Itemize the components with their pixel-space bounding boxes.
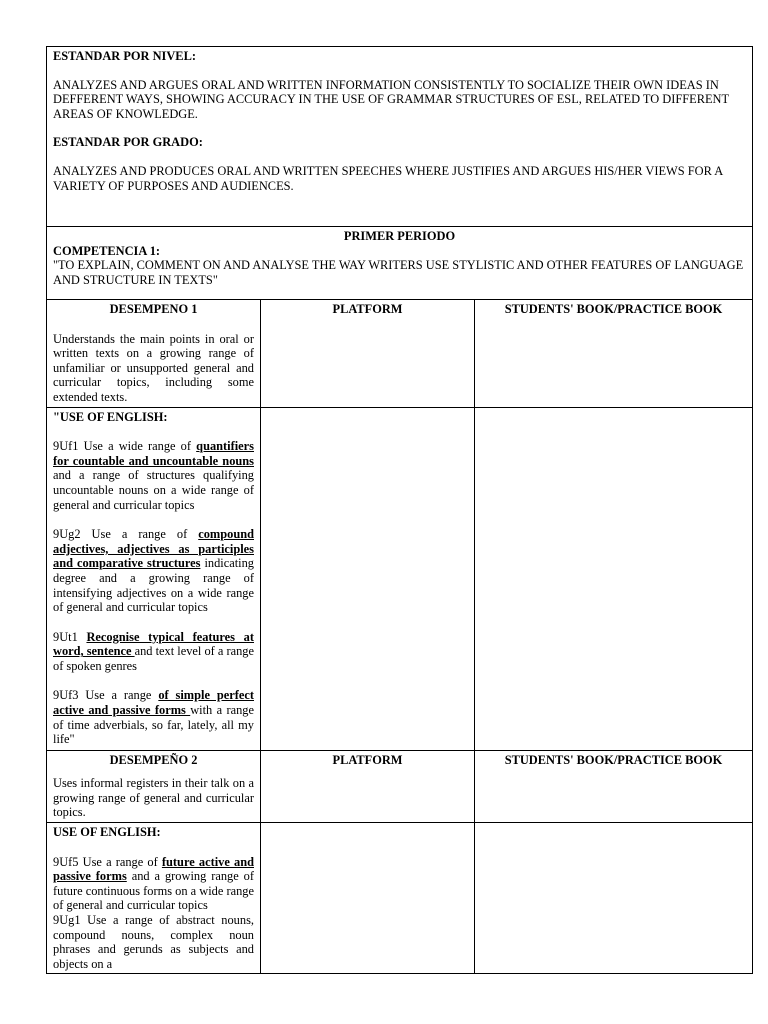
periodo-row	[47, 227, 753, 300]
platform-header-cell-1	[261, 300, 475, 408]
desempeno1-row	[47, 300, 753, 408]
desempeno2-cell	[47, 750, 261, 822]
use-of-english-2-row	[47, 822, 753, 973]
desempeno2-title: DESEMPEÑO 2	[109, 752, 198, 767]
competencia-text: "TO EXPLAIN, COMMENT ON AND ANALYSE THE WAY WRITERS USE STYLISTIC AND OTHER FEATURES OF LANGUAGE AND STRUCTURE IN TEXTS"	[53, 258, 744, 287]
desempeno1-description: Understands the main points in oral or written texts on a growing range of unfamiliar or unsupported general and curricular topics, including some extended texts.	[53, 331, 254, 404]
platform-cell-1	[261, 407, 475, 750]
competencia-heading: COMPETENCIA 1:	[53, 243, 161, 258]
objective-item: 9Ug2 Use a range of compound adjectives, adjectives as participles and comparative structures indicating degree and a growing range of intensifying adjectives on a wide range of general and curricular topics	[53, 527, 255, 615]
desempeno1-title: DESEMPENO 1	[109, 302, 198, 316]
curriculum-table	[46, 46, 753, 974]
platform-cell-2	[261, 822, 475, 973]
desempeno2-row	[47, 750, 753, 822]
objective-item: 9Uf1 Use a wide range of quantifiers for countable and uncountable nouns and a range of structures qualifying uncountable nouns on a wide range of general and curricular topics	[53, 439, 254, 512]
nivel-heading: ESTANDAR POR NIVEL:	[53, 49, 196, 63]
use-of-english-1-cell	[47, 407, 261, 750]
objective-item: 9Ut1 Recognise typical features at word, sentence and text level of a range of spoken genres	[53, 629, 254, 673]
use-of-english-1-heading: "USE OF ENGLISH:	[53, 409, 168, 424]
students-book-cell-1	[475, 407, 753, 750]
objective-item: 9Ug1 Use a range of abstract nouns, compound nouns, complex noun phrases and gerunds as subjects and objects on a	[53, 912, 254, 971]
students-book-header-cell-2	[475, 750, 753, 822]
desempeno2-description: Uses informal registers in their talk on a growing range of general and curricular topics.	[53, 776, 254, 820]
students-book-header-1: STUDENTS' BOOK/PRACTICE BOOK	[504, 302, 723, 316]
periodo-cell	[47, 227, 753, 300]
students-book-cell-2	[475, 822, 753, 973]
curriculum-page	[46, 46, 753, 974]
standards-cell	[47, 47, 753, 227]
platform-header-1: PLATFORM	[332, 302, 403, 316]
use-of-english-2-heading: USE OF ENGLISH:	[53, 824, 161, 839]
grado-text: ANALYZES AND PRODUCES ORAL AND WRITTEN SPEECHES WHERE JUSTIFIES AND ARGUES HIS/HER VIEWS FOR A VARIETY OF PURPOSES AND AUDIENCES.	[53, 163, 723, 193]
use-of-english-2-cell	[47, 822, 261, 973]
objective-item: 9Uf3 Use a range of simple perfect active and passive forms with a range of time adverbials, so far, lately, all my life"	[53, 688, 254, 747]
grado-heading: ESTANDAR POR GRADO:	[53, 135, 203, 150]
periodo-title: PRIMER PERIODO	[343, 229, 456, 243]
platform-header-cell-2	[261, 750, 475, 822]
use-of-english-1-row	[47, 407, 753, 750]
objective-item: 9Uf5 Use a range of future active and passive forms and a growing range of future continuous forms on a wide range of general and curricular topics	[53, 854, 255, 913]
desempeno1-cell	[47, 300, 261, 408]
platform-header-2: PLATFORM	[332, 752, 403, 767]
students-book-header-2: STUDENTS' BOOK/PRACTICE BOOK	[504, 752, 723, 767]
nivel-text: ANALYZES AND ARGUES ORAL AND WRITTEN INFORMATION CONSISTENTLY TO SOCIALIZE THEIR OWN IDEAS IN DEFFERENT WAYS, SHOWING ACCURACY IN THE USE OF GRAMMAR STRUCTURES OF ESL, RELATED TO DIFFERENT AREAS OF KNOWLEDGE.	[53, 77, 729, 121]
standards-row	[47, 47, 753, 227]
students-book-header-cell-1	[475, 300, 753, 408]
